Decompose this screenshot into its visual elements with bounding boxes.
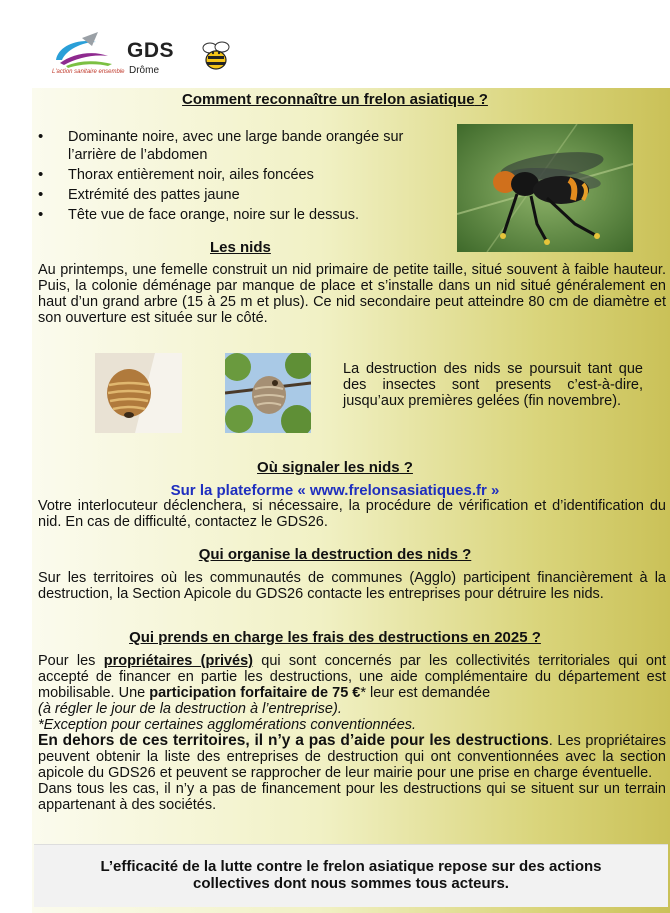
list-item: • Dominante noire, avec une large bande orangée sur l’arrière de l’abdomen [38,128,454,164]
logo-tagline: L'action sanitaire ensemble [52,69,125,75]
hornet-photo [457,124,633,252]
section-title-costs: Qui prends en charge les frais des destructions en 2025 ? [129,629,541,646]
exception-note: *Exception pour certaines agglomérations conventionnées. [38,717,417,733]
flat-fee: participation forfaitaire de 75 € [149,685,361,701]
organise-paragraph: Sur les territoires où les communautés de communes (Agglo) participent financièrement à la destruction, la Section Apicole du GDS26 contacte les entreprises pour détruire les nids. [38,570,666,602]
hornet-features-list [38,128,454,226]
secondary-nest-photo [225,353,311,433]
section-title-nests: Les nids [210,239,271,256]
destruction-note: La destruction des nids se poursuit tant que des insectes sont presents c’est-à-dire, jusqu’aux premières gelées (fin novembre). [343,361,643,409]
logo-text: GDS [127,39,175,62]
gds-logo-icon [52,30,122,68]
page-header [0,0,670,88]
costs-paragraph: Pour les propriétaires (privés) qui sont concernés par les collectivités territoriales qui ont accepté de financer en partie les destructions, une aide complémentaire du département est mobilisable. Une participation forfaitaire de 75 €* leur est demandée (à régler le jour de la destruction à l’entreprise). *Exception pour certaines agglomérations conventionnées. En dehors de ces territoires, il n’y a pas d’aide pour les destructions. Les propriétaires peuvent obtenir la liste des entreprises de destruction qui ont conventionnées avec la section apicole du GDS26 et peuvent se rapprocher de leur mairie pour une prise en charge éventuelle. Dans tous les cas, il n’y a pas de financement pour les destructions qui se situent sur un terrain appartenant à des sociétés. [38,653,667,813]
nests-paragraph: Au printemps, une femelle construit un nid primaire de petite taille, situé souvent à faible hauteur. Puis, la colonie déménage par manque de place et s’installe dans un nid situé généralement en haut d’un grand arbre (15 à 25 m et plus). Ce nid secondaire peut atteindre 80 cm de diamètre et son ouverture est située sur le côté. [38,262,666,326]
section-title-organise: Qui organise la destruction des nids ? [198,546,472,563]
report-paragraph: Votre interlocuteur déclenchera, si nécessaire, la procédure de vérification et d’identification du nid. En cas de difficulté, contactez le GDS26. [38,498,666,530]
platform-link[interactable]: Sur la plateforme « www.frelonsasiatiques.fr » [170,482,500,499]
section-title-report: Où signaler les nids ? [257,459,413,476]
companies-note: Dans tous les cas, il n’y a pas de financement pour les destructions qui se situent sur un terrain appartenant à des sociétés. [38,781,666,813]
list-item: • Thorax entièrement noir, ailes foncées [38,166,454,184]
owners-label: propriétaires (privés) [103,653,254,669]
list-item: • Extrémité des pattes jaune [38,186,454,204]
bee-icon [200,38,232,72]
payment-note: (à régler le jour de la destruction à l’entreprise). [38,701,342,717]
logo-subtext: Drôme [129,65,160,76]
footer-message: L’efficacité de la lutte contre le frelon asiatique repose sur des actions collectives dont nous sommes tous acteurs. [100,858,602,892]
list-item: • Tête vue de face orange, noire sur le dessus. [38,206,454,224]
outside-territories: En dehors de ces territoires, il n’y a pas d’aide pour les destructions [38,732,549,749]
section-title-recognize: Comment reconnaître un frelon asiatique ? [182,91,488,108]
primary-nest-photo [95,353,182,433]
